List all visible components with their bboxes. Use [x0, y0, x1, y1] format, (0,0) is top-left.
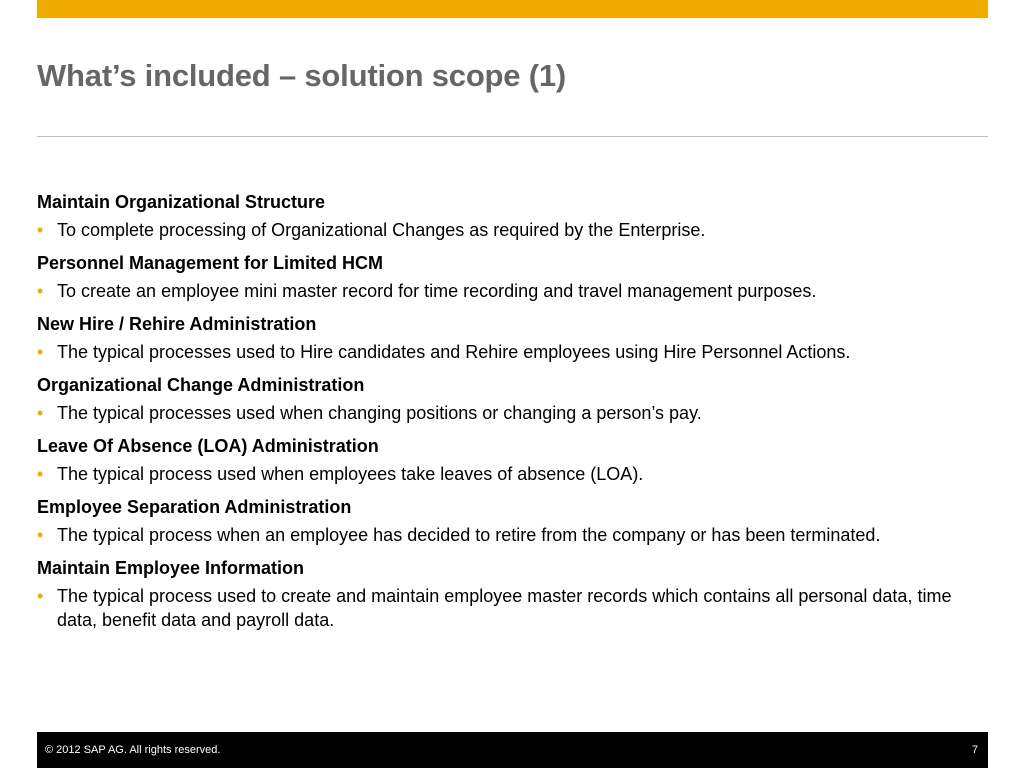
bullet-text: The typical process used to create and maintain employee master records which contains all personal data, time data, benefit data and payroll data.: [57, 586, 952, 630]
bullet-item: [37, 584, 977, 632]
content-area: [37, 190, 977, 641]
bullet-dot-icon: •: [37, 464, 44, 484]
title-divider: [37, 136, 988, 137]
bullet-text: The typical process used when employees take leaves of absence (LOA).: [57, 464, 644, 484]
section-heading: Maintain Employee Information: [37, 558, 305, 578]
section-heading: New Hire / Rehire Administration: [37, 314, 317, 334]
section-heading: Personnel Management for Limited HCM: [37, 253, 384, 273]
bullet-dot-icon: •: [37, 403, 44, 423]
section-heading: Employee Separation Administration: [37, 497, 352, 517]
page-number: 7: [971, 744, 978, 756]
scope-section: [37, 312, 977, 364]
scope-section: [37, 556, 977, 632]
bullet-item: [37, 340, 977, 364]
footer-bar: [37, 732, 988, 768]
copyright-text: © 2012 SAP AG. All rights reserved.: [45, 744, 221, 756]
bullet-dot-icon: •: [37, 525, 44, 545]
top-accent-bar: [37, 0, 988, 18]
bullet-item: [37, 401, 977, 425]
bullet-dot-icon: •: [37, 342, 44, 362]
bullet-dot-icon: •: [37, 586, 44, 606]
scope-section: [37, 495, 977, 547]
scope-section: [37, 190, 977, 242]
scope-section: [37, 251, 977, 303]
bullet-item: [37, 279, 977, 303]
bullet-dot-icon: •: [37, 281, 44, 301]
section-heading: Leave Of Absence (LOA) Administration: [37, 436, 379, 456]
section-heading: Organizational Change Administration: [37, 375, 365, 395]
bullet-text: To complete processing of Organizational Changes as required by the Enterprise.: [57, 220, 706, 240]
bullet-text: The typical processes used when changing positions or changing a person’s pay.: [57, 403, 702, 423]
bullet-text: The typical process when an employee has decided to retire from the company or has been terminated.: [57, 525, 881, 545]
bullet-text: The typical processes used to Hire candidates and Rehire employees using Hire Personnel Actions.: [57, 342, 851, 362]
bullet-item: [37, 523, 977, 547]
bullet-item: [37, 218, 977, 242]
slide-title: What’s included – solution scope (1): [37, 58, 567, 93]
scope-section: [37, 434, 977, 486]
scope-section: [37, 373, 977, 425]
bullet-text: To create an employee mini master record for time recording and travel management purposes.: [57, 281, 817, 301]
section-heading: Maintain Organizational Structure: [37, 192, 326, 212]
bullet-item: [37, 462, 977, 486]
bullet-dot-icon: •: [37, 220, 44, 240]
